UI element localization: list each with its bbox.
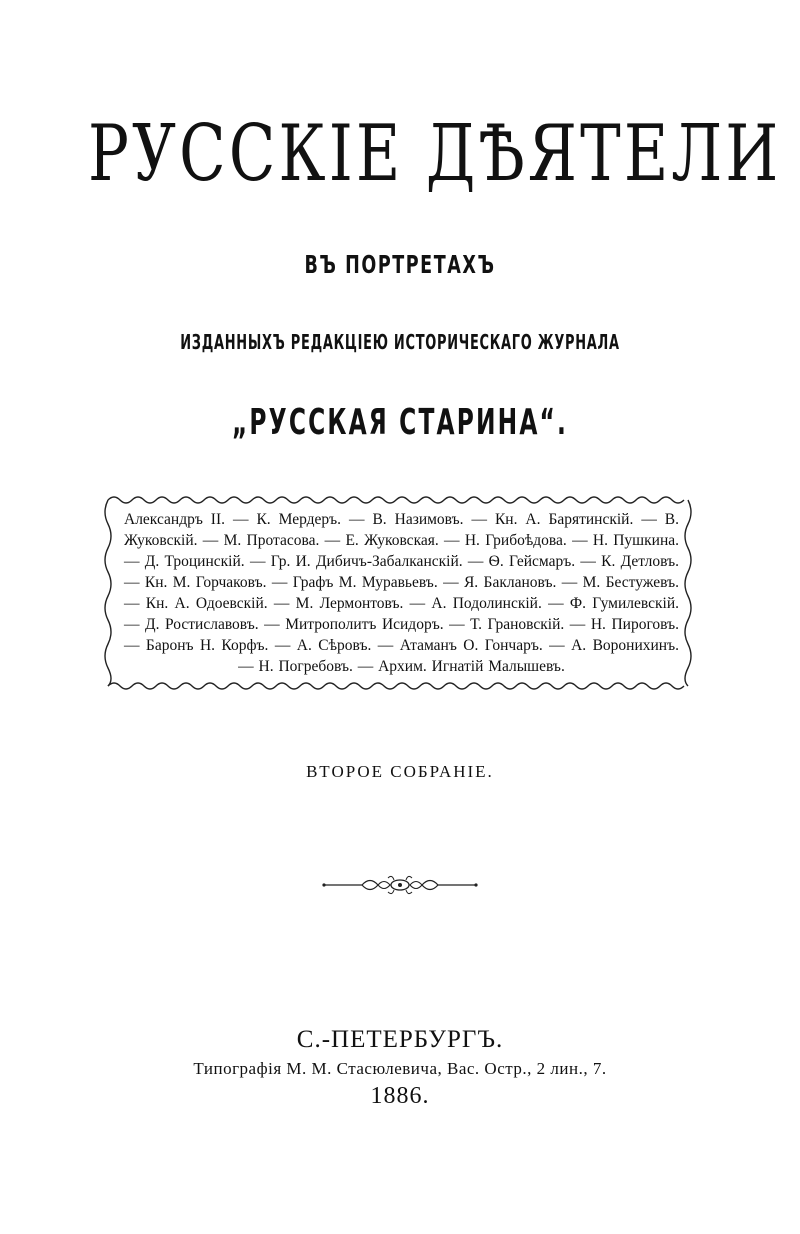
ornament-divider — [322, 872, 478, 898]
publication-year: 1886. — [370, 1083, 430, 1109]
subtitle-portraits: ВЪ ПОРТРЕТАХЪ — [304, 250, 496, 279]
names-frame — [104, 492, 692, 694]
edition-label: ВТОРОЕ СОБРАНІЕ. — [306, 762, 494, 781]
printer-line: Типографія М. М. Стасюлевича, Вас. Остр., 2 лин., 7. — [193, 1059, 607, 1078]
journal-name: „РУССКАЯ СТАРИНА“. — [231, 402, 569, 443]
book-title: РУССКІЕ ДѢЯТЕЛИ — [88, 109, 782, 199]
publication-city: С.-ПЕТЕРБУРГЪ. — [296, 1026, 504, 1053]
portrait-names-list: Александръ II. — К. Мердеръ. — В. Назимовъ. — Кн. А. Барятинскій. — В. Жуковскій. — М. Протасова. — Е. Жуковская. — Н. Грибоѣдова. — Н. Пушкина. — Д. Троцинскій. — Гр. И. Дибичъ-Забалканскій. — Ѳ. Гейсмаръ. — К. Детловъ. — Кн. М. Горчаковъ. — Графъ М. Муравьевъ. — Я. Баклановъ. — М. Бестужевъ. — Кн. А. Одоевскій. — М. Лермонтовъ. — А. Подолинскій. — Ф. Гумилевскій. — Д. Ростиславовъ. — Митрополитъ Исидоръ. — Т. Грановскій. — Н. Пироговъ. — Баронъ Н. Корфъ. — А. Сѣровъ. — Атаманъ О. Гончаръ. — А. Воронихинъ. — Н. Погребовъ. — Архим. Игнатій Малышевъ. — [124, 511, 679, 675]
subtitle-publisher: ИЗДАННЫХЪ РЕДАКЦІЕЮ ИСТОРИЧЕСКАГО ЖУРНАЛА — [180, 330, 620, 354]
